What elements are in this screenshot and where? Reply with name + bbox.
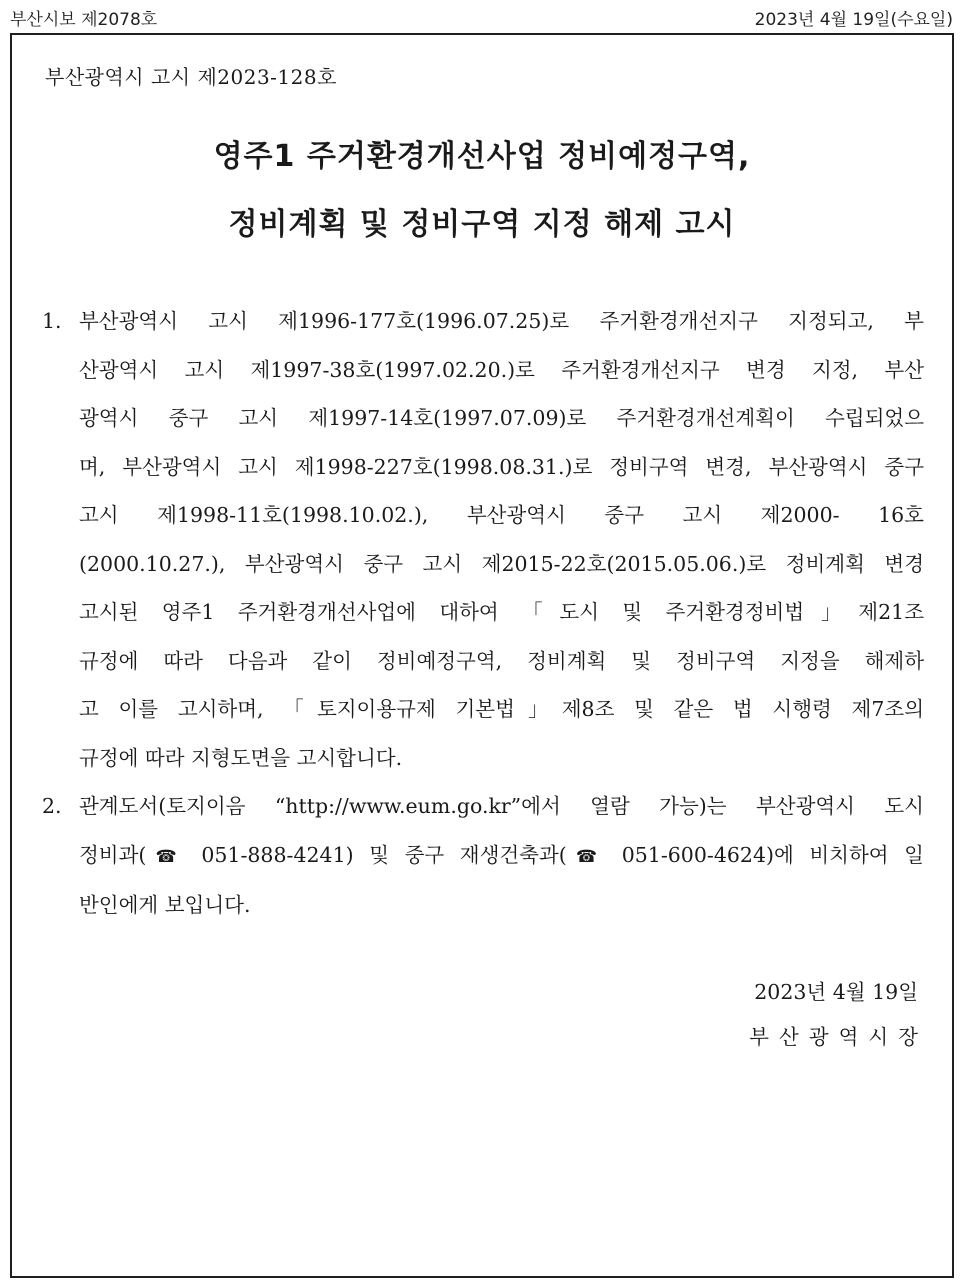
notice-number: 부산광역시 고시 제2023-128호 — [45, 65, 337, 89]
text-line: 부산광역시 고시 제1996-177호(1996.07.25)로 주거환경개선지구 지정되고, 부 — [79, 309, 924, 333]
text-line: 고 이를 고시하며, 「토지이용규제 기본법」제8조 및 같은 법 시행령 제7조의 — [79, 697, 924, 721]
gazette-issue: 부산시보 제2078호 — [10, 9, 158, 30]
page-header — [10, 4, 953, 30]
item-text — [79, 782, 924, 930]
text-line: 산광역시 고시 제1997-38호(1997.02.20.)로 주거환경개선지구 변경 지정, 부산 — [79, 357, 924, 382]
text-line: 반인에게 보입니다. — [79, 893, 251, 917]
item-number: 2. — [42, 794, 62, 818]
document-frame — [10, 33, 954, 1278]
text-line: 규정에 따라 다음과 같이 정비예정구역, 정비계획 및 정비구역 지정을 해제하 — [79, 648, 924, 673]
text-line: 광역시 중구 고시 제1997-14호(1997.07.09)로 주거환경개선계획이 수립되었으 — [79, 406, 924, 430]
text-line: (2000.10.27.), 부산광역시 중구 고시 제2015-22호(2015.05.06.)로 정비계획 변경 — [79, 551, 924, 576]
text-segment: )에 비치하여 일 — [765, 842, 924, 867]
phone-number: 051-600-4624 — [621, 842, 766, 867]
text-line: 며, 부산광역시 고시 제1998-227호(1998.08.31.)로 정비구역 변경, 부산광역시 중구 — [79, 454, 924, 479]
text-line: 관계도서(토지이음 “http://www.eum.go.kr”에서 열람 가능)는 부산광역시 도시 — [79, 794, 924, 818]
title-line-1: 영주1 주거환경개선사업 정비예정구역, — [213, 139, 751, 174]
document-title — [12, 123, 952, 259]
notice-item-2 — [42, 782, 924, 930]
text-segment: 정비과( — [79, 842, 147, 867]
gazette-date: 2023년 4월 19일(수요일) — [754, 9, 953, 30]
text-segment: ) 및 중구 재생건축과( — [345, 842, 567, 867]
text-line: 고시된 영주1 주거환경개선사업에 대하여 「도시 및 주거환경정비법」제21조 — [79, 600, 924, 624]
text-line — [79, 831, 924, 882]
telephone-icon: ☎ — [566, 846, 607, 867]
phone-number: 051-888-4241 — [201, 842, 346, 867]
telephone-icon: ☎ — [146, 846, 186, 867]
notice-item-1 — [42, 297, 924, 782]
title-line-2: 정비계획 및 정비구역 지정 해제 고시 — [228, 207, 736, 242]
signing-date: 2023년 4월 19일 — [754, 980, 918, 1004]
notice-body — [42, 297, 924, 930]
text-line: 고시 제1998-11호(1998.10.02.), 부산광역시 중구 고시 제2000- 16호 — [79, 503, 924, 527]
item-text — [79, 297, 924, 782]
signer-name: 부산광역시장 — [749, 1025, 928, 1049]
item-number: 1. — [42, 309, 62, 333]
text-line: 규정에 따라 지형도면을 고시합니다. — [79, 745, 403, 770]
